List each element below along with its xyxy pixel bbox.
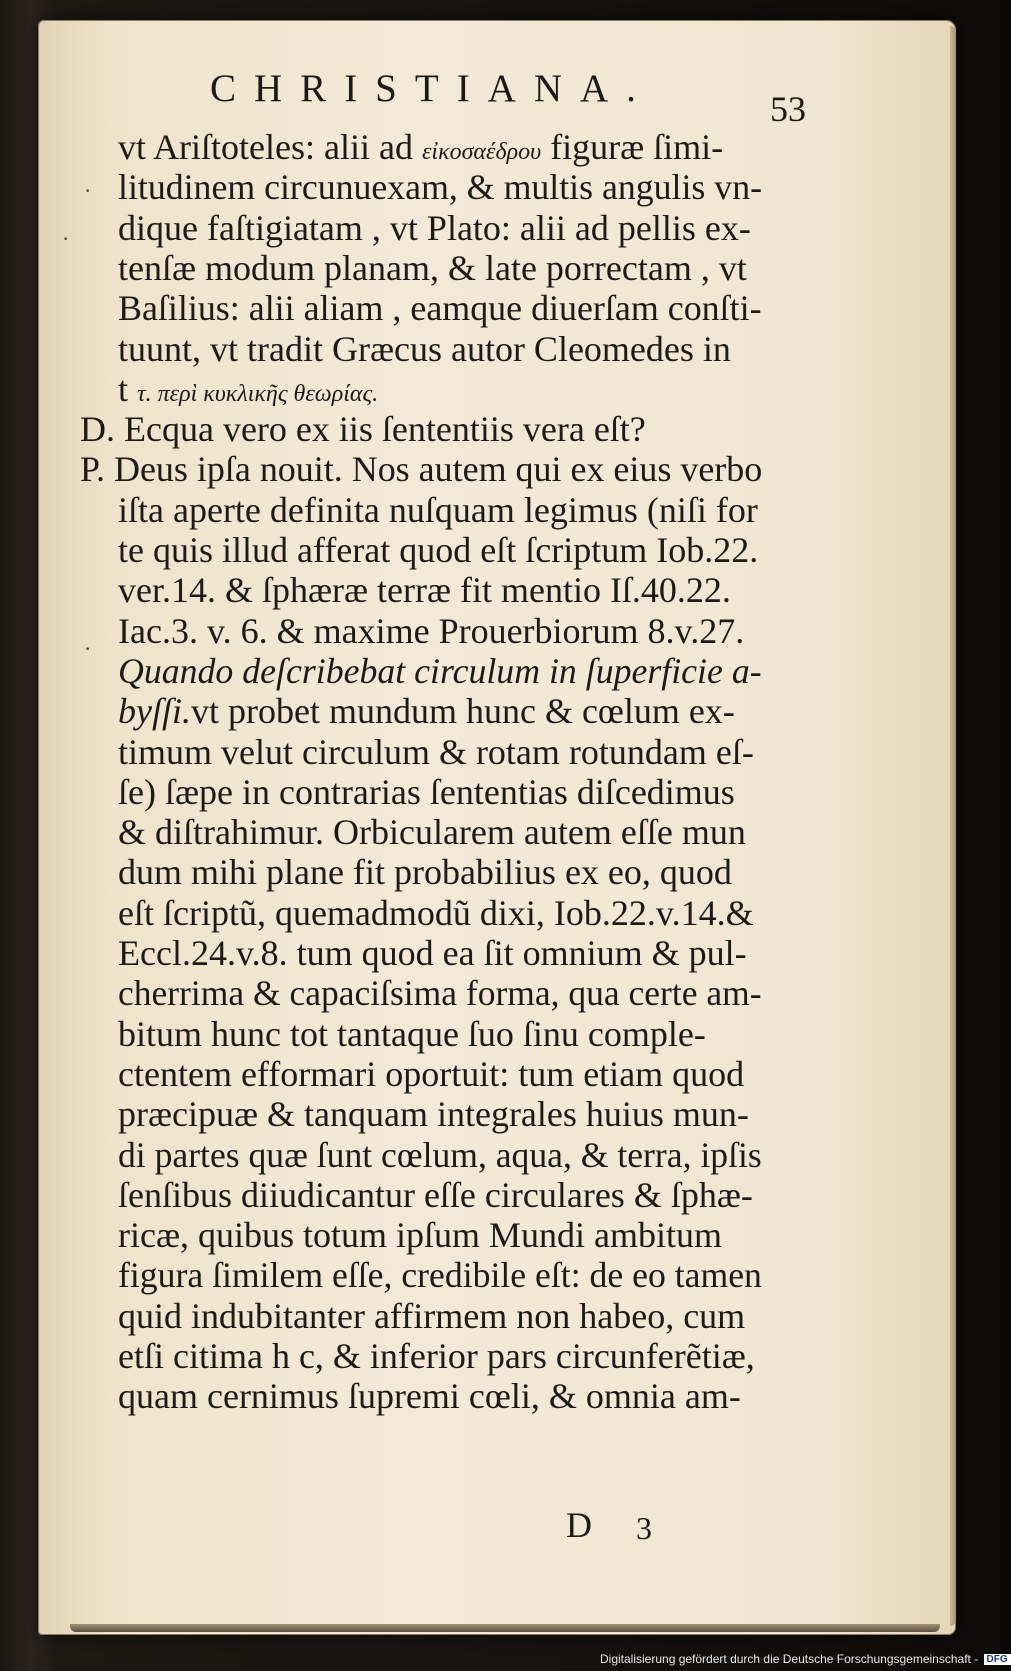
line-text: ſenſibus diiudicantur eſſe circulares & ſphæ- xyxy=(118,1174,753,1215)
text-line xyxy=(118,1053,744,1095)
line-text: dum mihi plane fit probabilius ex eo, quod xyxy=(118,852,732,893)
catchword: D xyxy=(566,1505,592,1545)
text-line xyxy=(118,610,744,652)
line-text: ctentem efformari oportuit: tum etiam quod xyxy=(118,1053,745,1094)
signature-mark: 3 xyxy=(636,1510,652,1546)
text-line xyxy=(118,328,731,370)
text-line xyxy=(118,1093,749,1135)
text-line xyxy=(118,207,751,249)
line-text: Eccl.24.v.8. tum quod ea ſit omnium & pul- xyxy=(118,933,747,973)
line-text: D. Ecqua vero ex iis ſententiis vera eſt? xyxy=(80,409,646,450)
text-line xyxy=(118,1295,745,1337)
line-text: P. Deus ipſa nouit. Nos autem qui ex eius verbo xyxy=(80,449,763,490)
line-text: t xyxy=(118,368,138,409)
text-line xyxy=(118,731,754,773)
text-line xyxy=(118,1335,755,1377)
line-text: quid indubitanter affirmem non habeo, cum xyxy=(118,1295,746,1336)
line-text: cherrima & capaciſsima forma, qua certe am- xyxy=(118,973,762,1014)
text-line xyxy=(118,1214,722,1256)
line-text: præcipuæ & tanquam integrales huius mun- xyxy=(118,1094,749,1135)
line-text: tenſæ modum planam, & late porrectam , vt xyxy=(118,247,747,288)
dfg-logo: DFG xyxy=(984,1654,1011,1665)
text-line xyxy=(118,1174,753,1216)
line-text: Iac.3. v. 6. & maxime Prouerbiorum 8.v.27. xyxy=(118,610,745,651)
footer-text: Digitalisierung gefördert durch die Deutsche Forschungsgemeinschaft - xyxy=(600,1652,979,1666)
line-greek-text: τ. περὶ κυκλικῆς θεωρίας. xyxy=(137,380,379,407)
text-line xyxy=(118,489,758,531)
text-line xyxy=(80,448,762,490)
text-line xyxy=(118,1134,762,1176)
text-line xyxy=(118,569,731,611)
text-line xyxy=(118,771,735,813)
line-greek-text: εἰκοσαέδρου xyxy=(421,139,542,165)
line-text: figuræ ſimi- xyxy=(541,127,724,167)
line-text: eſt ſcriptũ, quemadmodũ dixi, Iob.22.v.14.& xyxy=(118,892,754,933)
text-line xyxy=(118,529,758,571)
text-line xyxy=(118,892,754,934)
text-line xyxy=(118,811,746,853)
text-line xyxy=(118,972,762,1014)
line-text: te quis illud afferat quod eſt ſcriptum Iob.22. xyxy=(118,530,759,570)
text-line xyxy=(118,932,747,974)
text-line xyxy=(118,650,762,692)
line-text: vt Ariſtoteles: alii ad xyxy=(118,127,422,167)
line-text: ver.14. & ſphæræ terræ fit mentio Iſ.40.22. xyxy=(118,570,731,611)
text-line xyxy=(118,1254,762,1296)
line-text: quam cernimus ſupremi cœli, & omnia am- xyxy=(118,1376,741,1417)
page-number: 53 xyxy=(770,89,806,129)
line-text: timum velut circulum & rotam rotundam eſ- xyxy=(118,731,754,772)
line-text: bitum hunc tot tantaque ſuo ſinu comple- xyxy=(118,1013,706,1054)
footer-credit xyxy=(600,1652,1011,1666)
running-title: CHRISTIANA. xyxy=(210,67,654,110)
line-text: litudinem circunuexam, & multis angulis vn- xyxy=(118,167,763,208)
text-line xyxy=(118,247,747,289)
page-bottom-edge xyxy=(70,1624,940,1632)
text-line xyxy=(118,166,762,208)
line-italic-text: byſſi. xyxy=(118,691,191,732)
text-line xyxy=(118,287,762,329)
line-text: Baſilius: alii aliam , eamque diuerſam conſti- xyxy=(118,288,762,329)
line-text: ſe) ſæpe in contrarias ſententias diſcedimus xyxy=(118,771,735,812)
page-edge xyxy=(950,26,956,1626)
text-line xyxy=(118,1013,706,1055)
line-text: dique faſtigiatam , vt Plato: alii ad pellis ex- xyxy=(118,207,751,248)
margin-mark: · xyxy=(84,636,92,661)
line-text: etſi citima h c, & inferior pars circunferẽtiæ, xyxy=(118,1336,755,1376)
text-line xyxy=(80,408,646,450)
line-text: figura ſimilem eſſe, credibile eſt: de eo tamen xyxy=(118,1255,762,1296)
text-line xyxy=(118,690,735,732)
line-italic-text: Quando deſcribebat circulum in ſuperficie a- xyxy=(118,650,762,691)
line-text: ricæ, quibus totum ipſum Mundi ambitum xyxy=(118,1215,723,1256)
line-text: di partes quæ ſunt cœlum, aqua, & terra, ipſis xyxy=(118,1134,762,1175)
margin-mark: · xyxy=(84,178,92,203)
margin-mark: · xyxy=(62,226,70,251)
line-text: tuunt, vt tradit Græcus autor Cleomedes in xyxy=(118,328,731,369)
line-text: vt probet mundum hunc & cœlum ex- xyxy=(190,691,735,732)
line-text: & diſtrahimur. Orbicularem autem eſſe mun xyxy=(118,812,746,853)
line-text: iſta aperte definita nuſquam legimus (niſi for xyxy=(118,489,758,530)
text-line xyxy=(118,851,732,893)
text-line xyxy=(118,1375,741,1417)
